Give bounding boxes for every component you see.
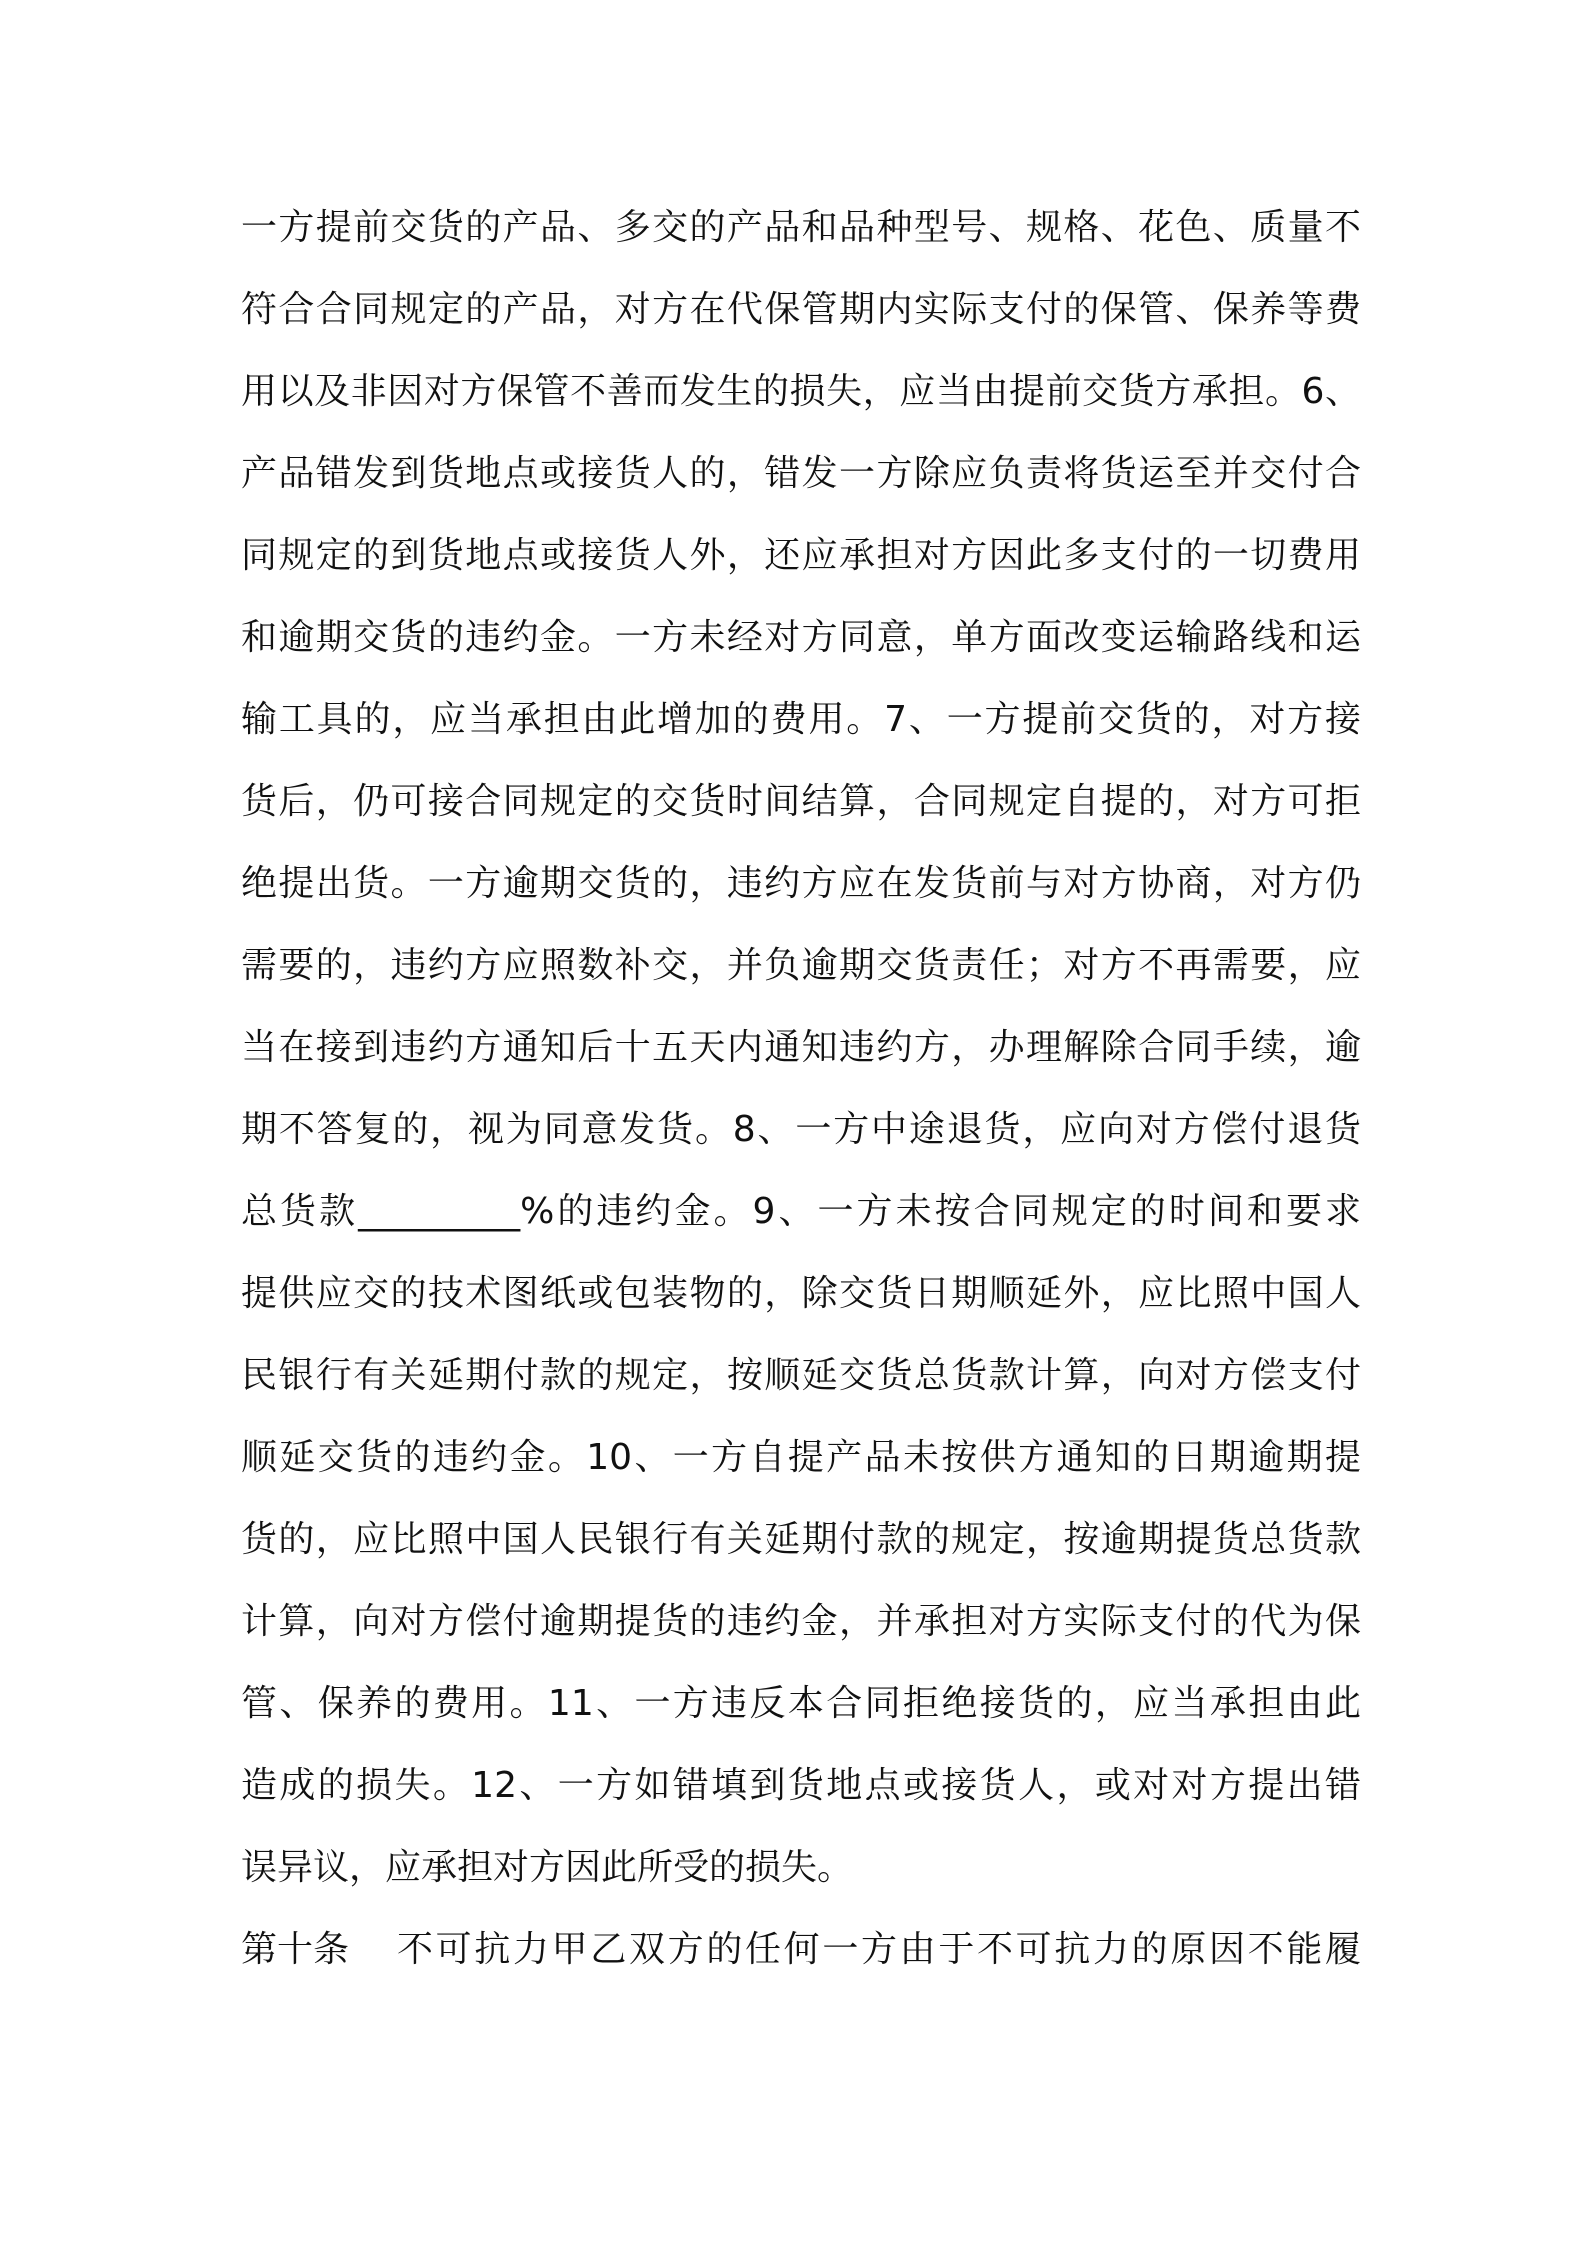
paragraph-line: 期不答复的，视为同意发货。8、一方中途退货，应向对方偿付退货	[241, 1109, 1361, 1150]
paragraph-line: 计算，向对方偿付逾期提货的违约金，并承担对方实际支付的代为保	[241, 1601, 1361, 1642]
paragraph-line: 输工具的，应当承担由此增加的费用。7、一方提前交货的，对方接	[241, 699, 1361, 740]
paragraph-line: 货的，应比照中国人民银行有关延期付款的规定，按逾期提货总货款	[241, 1519, 1361, 1560]
paragraph-line: 符合合同规定的产品，对方在代保管期内实际支付的保管、保养等费	[241, 289, 1361, 330]
paragraph-line: 同规定的到货地点或接货人外，还应承担对方因此多支付的一切费用	[241, 535, 1361, 576]
paragraph-line: 总货款_________%的违约金。9、一方未按合同规定的时间和要求	[241, 1191, 1361, 1232]
paragraph-line: 误异议，应承担对方因此所受的损失。	[241, 1847, 854, 1888]
article-heading	[241, 1928, 1361, 1972]
paragraph-line: 一方提前交货的产品、多交的产品和品种型号、规格、花色、质量不	[241, 207, 1361, 248]
paragraph-line: 需要的，违约方应照数补交，并负逾期交货责任；对方不再需要，应	[241, 945, 1361, 986]
paragraph-line: 顺延交货的违约金。10、一方自提产品未按供方通知的日期逾期提	[241, 1437, 1361, 1478]
paragraph-line: 产品错发到货地点或接货人的，错发一方除应负责将货运至并交付合	[241, 453, 1361, 494]
paragraph-line: 提供应交的技术图纸或包装物的，除交货日期顺延外，应比照中国人	[241, 1273, 1361, 1314]
article-text: 不可抗力甲乙双方的任何一方由于不可抗力的原因不能履	[397, 1929, 1361, 1970]
paragraph-line: 和逾期交货的违约金。一方未经对方同意，单方面改变运输路线和运	[241, 617, 1361, 658]
paragraph-line: 民银行有关延期付款的规定，按顺延交货总货款计算，向对方偿支付	[241, 1355, 1361, 1396]
paragraph-line: 管、保养的费用。11、一方违反本合同拒绝接货的，应当承担由此	[241, 1683, 1361, 1724]
paragraph-line: 当在接到违约方通知后十五天内通知违约方，办理解除合同手续，逾	[241, 1027, 1361, 1068]
paragraph-line: 用以及非因对方保管不善而发生的损失，应当由提前交货方承担。6、	[241, 371, 1361, 412]
paragraph-line: 造成的损失。12、一方如错填到货地点或接货人，或对对方提出错	[241, 1765, 1361, 1806]
paragraph-line: 货后，仍可接合同规定的交货时间结算，合同规定自提的，对方可拒	[241, 781, 1361, 822]
paragraph-line: 绝提出货。一方逾期交货的，违约方应在发货前与对方协商，对方仍	[241, 863, 1361, 904]
article-label: 第十条	[241, 1929, 350, 1970]
